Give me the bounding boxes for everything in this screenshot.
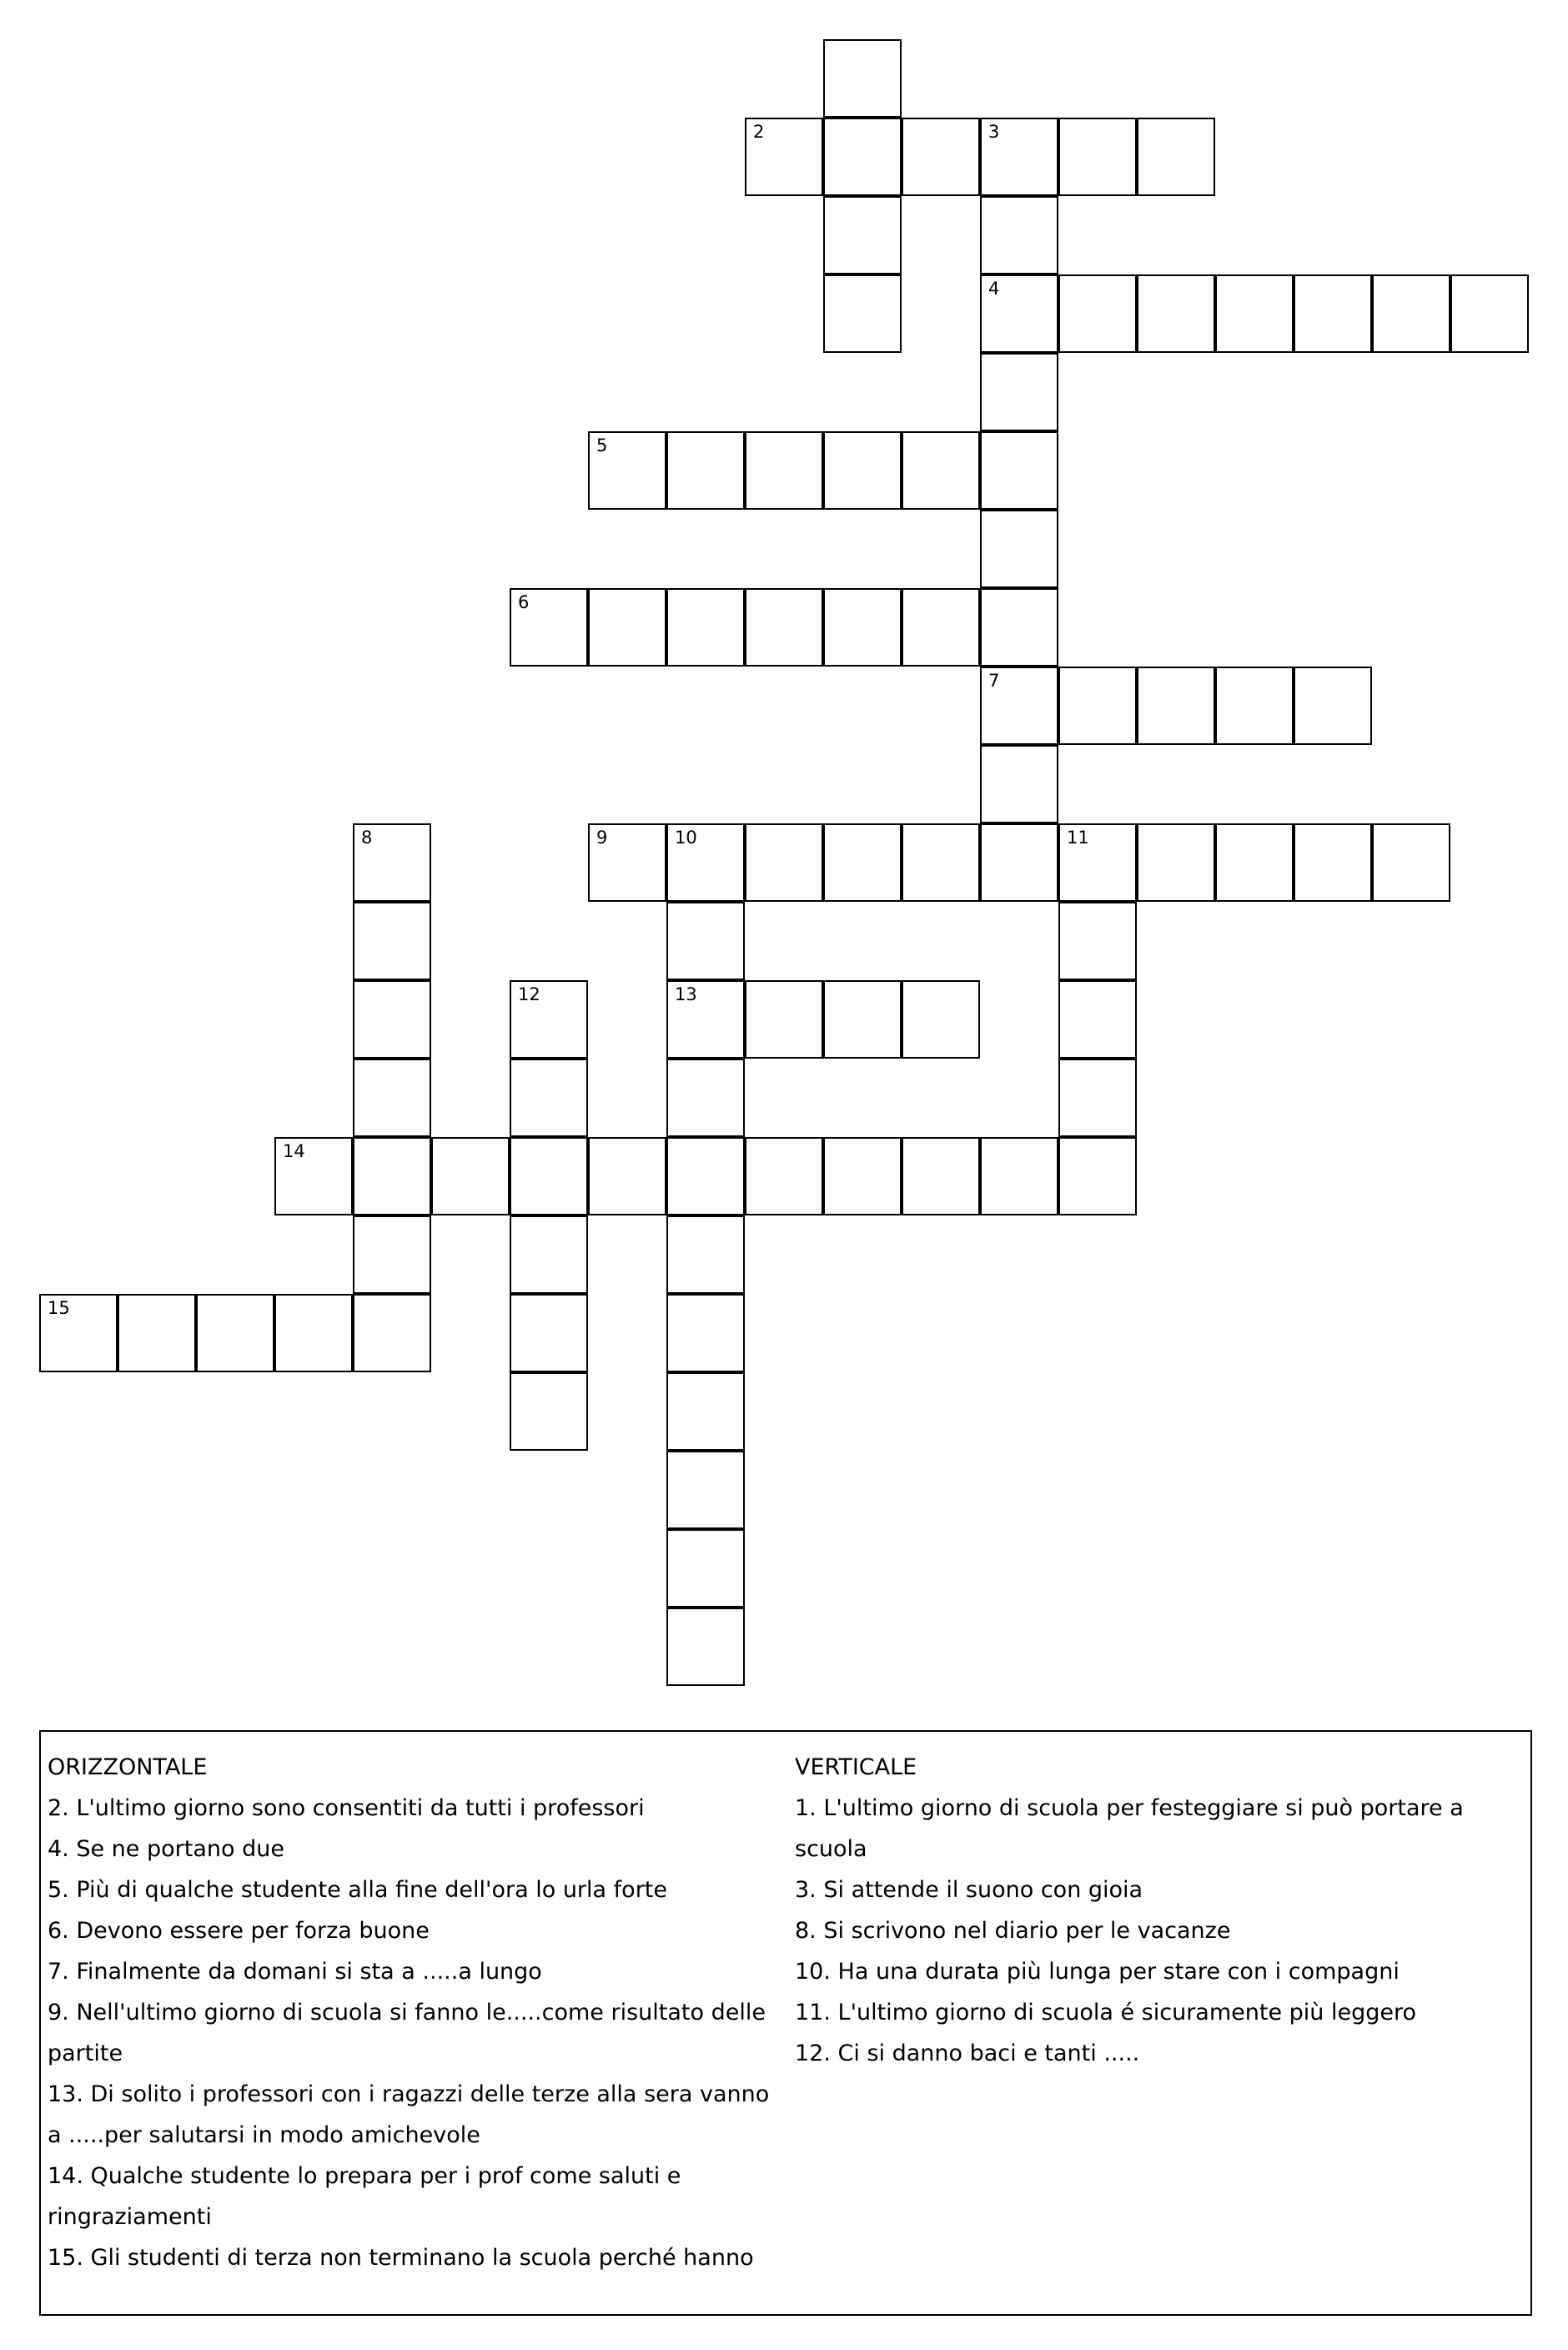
crossword-cell[interactable]: [1215, 274, 1294, 353]
crossword-cell[interactable]: [1058, 274, 1137, 353]
crossword-cell[interactable]: [980, 823, 1058, 902]
crossword-cell[interactable]: [510, 1372, 588, 1451]
crossword-cell[interactable]: [353, 1059, 431, 1137]
clue-number: 5: [596, 435, 608, 455]
crossword-cell[interactable]: [196, 1294, 274, 1372]
across-clue: 9. Nell'ultimo giorno di scuola si fanno le.....come risultato delle partite: [48, 2000, 766, 2066]
crossword-cell[interactable]: [1372, 274, 1450, 353]
crossword-cell[interactable]: [510, 588, 588, 667]
crossword-cell[interactable]: [745, 588, 823, 667]
crossword-cell[interactable]: [353, 980, 431, 1059]
crossword-cell[interactable]: [353, 902, 431, 980]
crossword-cell[interactable]: [745, 823, 823, 902]
down-clue: 8. Si scrivono nel diario per le vacanze: [795, 1918, 1231, 1944]
across-clue: 6. Devono essere per forza buone: [48, 1918, 430, 1944]
crossword-cell[interactable]: [588, 431, 666, 510]
clue-number: 2: [753, 122, 765, 142]
crossword-cell[interactable]: [745, 1137, 823, 1215]
crossword-cell[interactable]: [1058, 1059, 1137, 1137]
down-clue: 11. L'ultimo giorno di scuola é sicuramente più leggero: [795, 2000, 1417, 2025]
crossword-cell[interactable]: [510, 1294, 588, 1372]
crossword-cell[interactable]: [980, 588, 1058, 667]
crossword-cell[interactable]: [353, 1137, 431, 1215]
crossword-cell[interactable]: [823, 118, 902, 196]
down-clue: 1. L'ultimo giorno di scuola per festeggiare si può portare a scuola: [795, 1795, 1464, 1862]
across-clue: 7. Finalmente da domani si sta a .....a lungo: [48, 1959, 542, 1985]
crossword-cell[interactable]: [902, 431, 980, 510]
crossword-cell[interactable]: [666, 1451, 745, 1529]
clue-number: 12: [518, 984, 540, 1004]
crossword-cell[interactable]: [980, 667, 1058, 745]
across-clue: 13. Di solito i professori con i ragazzi delle terze alla sera vanno a .....per salutarsi in modo amichevole: [48, 2081, 770, 2148]
crossword-cell[interactable]: [902, 588, 980, 667]
crossword-cell[interactable]: [823, 196, 902, 274]
crossword-cell[interactable]: [666, 823, 745, 902]
crossword-cell[interactable]: [1294, 823, 1372, 902]
crossword-cell[interactable]: [980, 1137, 1058, 1215]
across-clue: 2. L'ultimo giorno sono consentiti da tutti i professori: [48, 1795, 645, 1821]
clue-number: 8: [361, 828, 373, 848]
down-clues: [795, 1747, 1512, 2074]
crossword-cell[interactable]: [1058, 667, 1137, 745]
crossword-cell[interactable]: [1215, 823, 1294, 902]
crossword-cell[interactable]: [1058, 118, 1137, 196]
clue-number: 9: [596, 828, 608, 848]
crossword-cell[interactable]: [510, 980, 588, 1059]
crossword-cell[interactable]: [274, 1137, 353, 1215]
crossword-cell[interactable]: [510, 1215, 588, 1294]
clue-number: 14: [283, 1141, 305, 1161]
crossword-cell[interactable]: [510, 1059, 588, 1137]
crossword-cell[interactable]: [588, 1137, 666, 1215]
crossword-cell[interactable]: [1372, 823, 1450, 902]
crossword-cell[interactable]: [666, 1608, 745, 1686]
clue-number: 6: [518, 592, 530, 612]
crossword-cell[interactable]: [1215, 667, 1294, 745]
crossword-cell[interactable]: [823, 980, 902, 1059]
crossword-cell[interactable]: [666, 431, 745, 510]
crossword-cell[interactable]: [666, 1372, 745, 1451]
down-clue: 10. Ha una durata più lunga per stare con i compagni: [795, 1959, 1400, 1985]
crossword-cell[interactable]: [431, 1137, 510, 1215]
crossword-cell[interactable]: [666, 1529, 745, 1608]
across-title: ORIZZONTALE: [48, 1754, 208, 1780]
crossword-cell[interactable]: [666, 588, 745, 667]
crossword-cell[interactable]: [1058, 902, 1137, 980]
clue-number: 11: [1067, 828, 1089, 848]
crossword-cell[interactable]: [1137, 274, 1215, 353]
crossword-cell[interactable]: [1137, 118, 1215, 196]
crossword-cell[interactable]: [666, 902, 745, 980]
crossword-cell[interactable]: [588, 588, 666, 667]
crossword-cell[interactable]: [823, 274, 902, 353]
crossword-cell[interactable]: [980, 745, 1058, 823]
crossword-cell[interactable]: [980, 274, 1058, 353]
across-clue: 5. Più di qualche studente alla fine dell'ora lo urla forte: [48, 1877, 667, 1903]
crossword-cell[interactable]: [902, 1137, 980, 1215]
crossword-cell[interactable]: [980, 353, 1058, 431]
crossword-cell[interactable]: [666, 1137, 745, 1215]
crossword-cell[interactable]: [353, 1294, 431, 1372]
down-title: VERTICALE: [795, 1754, 917, 1780]
crossword-cell[interactable]: [823, 823, 902, 902]
crossword-cell[interactable]: [666, 1215, 745, 1294]
clue-number: 10: [675, 828, 697, 848]
crossword-cell[interactable]: [823, 431, 902, 510]
crossword-cell[interactable]: [1058, 823, 1137, 902]
crossword-cell[interactable]: [39, 1294, 118, 1372]
crossword-cell[interactable]: [902, 118, 980, 196]
crossword-cell[interactable]: [666, 1294, 745, 1372]
crossword-cell[interactable]: [980, 510, 1058, 588]
clue-number: 13: [675, 984, 697, 1004]
crossword-cell[interactable]: [745, 118, 823, 196]
crossword-cell[interactable]: [823, 1137, 902, 1215]
crossword-cell[interactable]: [1137, 823, 1215, 902]
crossword-cell[interactable]: [666, 1059, 745, 1137]
crossword-cell[interactable]: [1137, 667, 1215, 745]
crossword-cell[interactable]: [353, 823, 431, 902]
crossword-cell[interactable]: [510, 1137, 588, 1215]
across-clue: 4. Se ne portano due: [48, 1836, 284, 1862]
across-clues: [48, 1747, 781, 2278]
crossword-cell[interactable]: [745, 431, 823, 510]
crossword-cell[interactable]: [980, 431, 1058, 510]
crossword-cell[interactable]: [823, 588, 902, 667]
crossword-cell[interactable]: [1450, 274, 1529, 353]
clue-number: 4: [988, 279, 1000, 299]
crossword-cell[interactable]: [902, 980, 980, 1059]
crossword-cell[interactable]: [588, 823, 666, 902]
crossword-cell[interactable]: [274, 1294, 353, 1372]
crossword-cell[interactable]: [666, 980, 745, 1059]
crossword-cell[interactable]: [902, 823, 980, 902]
crossword-cell[interactable]: [1294, 667, 1372, 745]
crossword-cell[interactable]: [980, 196, 1058, 274]
clue-number: 7: [988, 671, 1000, 691]
clues-box: [39, 1730, 1532, 2316]
across-clue: 15. Gli studenti di terza non terminano la scuola perché hanno: [48, 2245, 754, 2271]
across-clue: 14. Qualche studente lo prepara per i prof come saluti e ringraziamenti: [48, 2163, 681, 2230]
clue-number: 3: [988, 122, 1000, 142]
crossword-cell[interactable]: [1058, 980, 1137, 1059]
crossword-cell[interactable]: [1058, 1137, 1137, 1215]
crossword-cell[interactable]: [1294, 274, 1372, 353]
crossword-cell[interactable]: [353, 1215, 431, 1294]
crossword-cell[interactable]: [118, 1294, 196, 1372]
clue-number: 15: [48, 1298, 70, 1318]
down-clue: 12. Ci si danno baci e tanti .....: [795, 2041, 1140, 2066]
crossword-cell[interactable]: [980, 118, 1058, 196]
down-clue: 3. Si attende il suono con gioia: [795, 1877, 1143, 1903]
crossword-cell[interactable]: [823, 39, 902, 118]
crossword-cell[interactable]: [745, 980, 823, 1059]
